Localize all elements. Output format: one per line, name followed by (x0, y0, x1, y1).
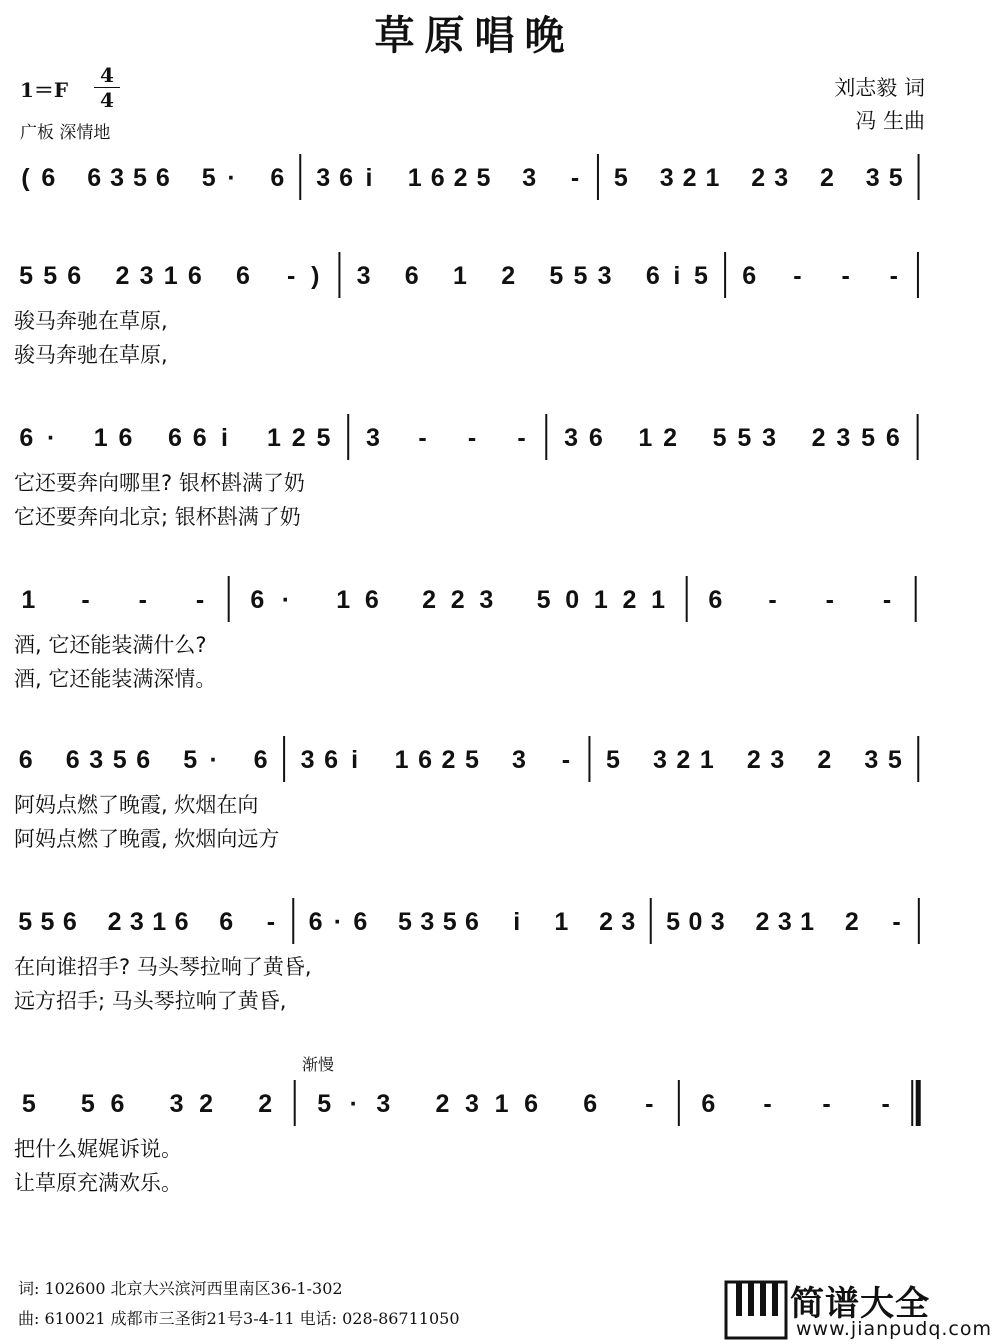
note: - (517, 424, 526, 452)
note: 3 (710, 908, 725, 936)
note: 6 (110, 1090, 125, 1118)
footer-lyricist-address: 102600 北京大兴滨河西里南区36-1-302 (44, 1279, 343, 1298)
note: 3 (366, 424, 380, 452)
note: 6 (18, 746, 33, 774)
note: 3 (777, 908, 792, 936)
lyric-line: 远方招手; 马头琴拉响了黄昏, (14, 989, 287, 1013)
note: 3 (129, 908, 144, 936)
note: - (138, 586, 147, 614)
note: - (266, 908, 276, 936)
watermark-url: www.jianpudq.com (796, 1318, 992, 1340)
note: 2 (751, 164, 766, 192)
footer-lyricist (18, 1276, 343, 1299)
note: 3 (512, 746, 526, 774)
note: · (227, 164, 236, 192)
lyric-line: 在向谁招手? 马头琴拉响了黄昏, (14, 955, 312, 979)
lyric-line: 阿妈点燃了晚霞, 炊烟在向 (14, 793, 259, 817)
note: - (892, 908, 901, 936)
note: 5 (398, 908, 412, 936)
note: - (467, 424, 477, 452)
note: - (768, 586, 777, 614)
lyricist-credit: 刘志毅 词 (834, 76, 925, 100)
note: 6 (67, 262, 82, 290)
note: 2 (599, 908, 614, 936)
note: 2 (441, 746, 456, 774)
note: 2 (844, 908, 859, 936)
note: 6 (404, 262, 419, 290)
note: 1 (21, 586, 36, 614)
footer-composer-label: 曲: (18, 1309, 40, 1328)
note: · (281, 586, 291, 614)
note: - (645, 1090, 654, 1118)
note: 3 (774, 164, 789, 192)
note: 6 (167, 424, 182, 452)
note: 6 (701, 1090, 716, 1118)
note: 5 (201, 164, 216, 192)
note: 5 (666, 908, 681, 936)
note: 6 (270, 164, 285, 192)
tempo-marking: 广板 深情地 (20, 123, 111, 143)
note: 5 (613, 164, 628, 192)
tempo-change: 渐慢 (302, 1055, 335, 1074)
note: i (351, 746, 359, 774)
note: 1 (554, 908, 569, 936)
watermark-text: 简谱大全 (790, 1284, 930, 1324)
note: 2 (663, 424, 678, 452)
note: 2 (501, 262, 516, 290)
lyric-line: 阿妈点燃了晚霞, 炊烟向远方 (14, 827, 280, 851)
note: - (793, 262, 802, 290)
note: - (889, 262, 899, 290)
note: 2 (435, 1090, 450, 1118)
note: 6 (324, 746, 339, 774)
lyric-line: 把什么娓娓诉说。 (14, 1137, 182, 1161)
note: - (418, 424, 427, 452)
note: 5 (861, 424, 876, 452)
note: 5 (442, 908, 457, 936)
note: 6 (364, 586, 379, 614)
note: 1 (336, 586, 351, 614)
note: 2 (199, 1090, 214, 1118)
note: 5 (21, 1090, 36, 1118)
note: 6 (65, 746, 80, 774)
note: 2 (819, 164, 834, 192)
note: - (881, 1090, 890, 1118)
lyric-line: 让草原充满欢乐。 (14, 1171, 182, 1195)
note: 2 (107, 908, 122, 936)
note: 3 (139, 262, 154, 290)
note: 2 (746, 746, 761, 774)
note: 0 (565, 586, 580, 614)
note: 3 (356, 262, 371, 290)
note: 1 (266, 424, 281, 452)
note: - (882, 586, 892, 614)
note: 5 (536, 586, 551, 614)
note: 6 (742, 262, 757, 290)
note: - (825, 586, 834, 614)
note: 5 (80, 1090, 95, 1118)
note: 3 (621, 908, 636, 936)
footer-composer-address: 610021 成都市三圣街21号3-4-11 电话: 028-86711050 (44, 1309, 460, 1328)
note: 6 (136, 746, 151, 774)
note: 6 (87, 164, 102, 192)
note: 2 (453, 164, 468, 192)
note: 6 (308, 908, 323, 936)
note: 5 (605, 746, 620, 774)
note: 6 (583, 1090, 598, 1118)
note: 5 (573, 262, 588, 290)
note: - (287, 262, 296, 290)
note: · (46, 424, 56, 452)
note: 6 (62, 908, 77, 936)
note: 3 (110, 164, 125, 192)
note: 3 (762, 424, 777, 452)
note: 1 (800, 908, 815, 936)
note: 2 (291, 424, 306, 452)
note: ) (311, 262, 320, 290)
note: 3 (652, 746, 667, 774)
note: 1 (705, 164, 720, 192)
note: 5 (19, 262, 34, 290)
note: 1 (699, 746, 714, 774)
note: 3 (465, 1090, 479, 1118)
note: 1 (638, 424, 653, 452)
note: 3 (420, 908, 435, 936)
note: 1 (394, 746, 409, 774)
note: 1 (163, 262, 178, 290)
note: 3 (836, 424, 851, 452)
note: - (81, 586, 90, 614)
note: 3 (522, 164, 537, 192)
note: 6 (645, 262, 660, 290)
note: 2 (676, 746, 691, 774)
note: 3 (300, 746, 315, 774)
note: 5 (465, 746, 479, 774)
note: 6 (250, 586, 265, 614)
note: i (220, 424, 228, 452)
note: 2 (811, 424, 826, 452)
note: 1 (494, 1090, 509, 1118)
note: 3 (864, 746, 879, 774)
note: 1 (407, 164, 422, 192)
note: 6 (353, 908, 368, 936)
note: i (673, 262, 681, 290)
note: i (513, 908, 521, 936)
lyric-line: 它还要奔向哪里? 银杯斟满了奶 (14, 471, 305, 495)
time-signature-bottom: 4 (100, 88, 114, 112)
note: 5 (132, 164, 147, 192)
note: ( (21, 164, 30, 192)
key-signature: 1＝F (20, 78, 69, 102)
note: 6 (588, 424, 603, 452)
note: 6 (524, 1090, 539, 1118)
note: 6 (430, 164, 445, 192)
note: 6 (187, 262, 202, 290)
note: - (763, 1090, 772, 1118)
footer-composer (18, 1306, 460, 1329)
note: 2 (755, 908, 770, 936)
lyric-line: 它还要奔向北京; 银杯斟满了奶 (14, 505, 301, 529)
composer-credit: 冯 生曲 (855, 109, 925, 133)
note: 2 (422, 586, 437, 614)
note: - (822, 1090, 831, 1118)
note: 3 (479, 586, 494, 614)
note: - (841, 262, 850, 290)
note: i (365, 164, 373, 192)
note: 5 (712, 424, 727, 452)
note: 2 (115, 262, 130, 290)
lyric-line: 酒, 它还能装满什么? (14, 633, 207, 657)
note: 3 (659, 164, 674, 192)
note: 3 (376, 1090, 391, 1118)
note: 1 (452, 262, 467, 290)
note: 5 (43, 262, 58, 290)
note: 6 (174, 908, 189, 936)
song-title: 草原唱晚 (374, 12, 575, 59)
note: 5 (183, 746, 198, 774)
note: 5 (40, 908, 55, 936)
note: · (333, 908, 343, 936)
note: 6 (192, 424, 207, 452)
note: · (349, 1090, 358, 1118)
note: - (195, 586, 205, 614)
note: 6 (465, 908, 479, 936)
note: 5 (316, 424, 331, 452)
note: · (209, 746, 218, 774)
note: 5 (476, 164, 491, 192)
lyric-line: 酒, 它还能装满深情。 (14, 667, 217, 691)
lyric-line: 骏马奔驰在草原, (14, 309, 168, 333)
note: 5 (112, 746, 127, 774)
note: 6 (219, 908, 234, 936)
note: 2 (682, 164, 697, 192)
note: 1 (93, 424, 108, 452)
note: 3 (564, 424, 578, 452)
note: 6 (253, 746, 268, 774)
note: 5 (737, 424, 752, 452)
note: 1 (152, 908, 167, 936)
note: 6 (118, 424, 133, 452)
time-signature-top: 4 (100, 63, 114, 87)
note: 5 (18, 908, 33, 936)
note: 3 (89, 746, 104, 774)
note: 3 (316, 164, 331, 192)
note: - (561, 746, 571, 774)
note: 6 (418, 746, 432, 774)
note: 6 (41, 164, 56, 192)
note: 2 (450, 586, 465, 614)
note: 5 (549, 262, 564, 290)
note: 6 (708, 586, 723, 614)
note: 2 (622, 586, 637, 614)
note: 3 (770, 746, 785, 774)
note: 6 (236, 262, 250, 290)
lyric-line: 骏马奔驰在草原, (14, 343, 168, 367)
note: - (570, 164, 580, 192)
note: 2 (258, 1090, 273, 1118)
note: 5 (317, 1090, 332, 1118)
note: 6 (155, 164, 170, 192)
note: 0 (688, 908, 703, 936)
note: 2 (817, 746, 832, 774)
note: 6 (19, 424, 34, 452)
footer-lyricist-label: 词: (18, 1279, 40, 1298)
note: 5 (887, 746, 902, 774)
note: 3 (865, 164, 880, 192)
note: 6 (339, 164, 354, 192)
note: 5 (694, 262, 708, 290)
note: 1 (593, 586, 608, 614)
note: 1 (651, 586, 666, 614)
note: 3 (169, 1090, 184, 1118)
note: 3 (597, 262, 612, 290)
note: 6 (885, 424, 900, 452)
note: 5 (888, 164, 903, 192)
